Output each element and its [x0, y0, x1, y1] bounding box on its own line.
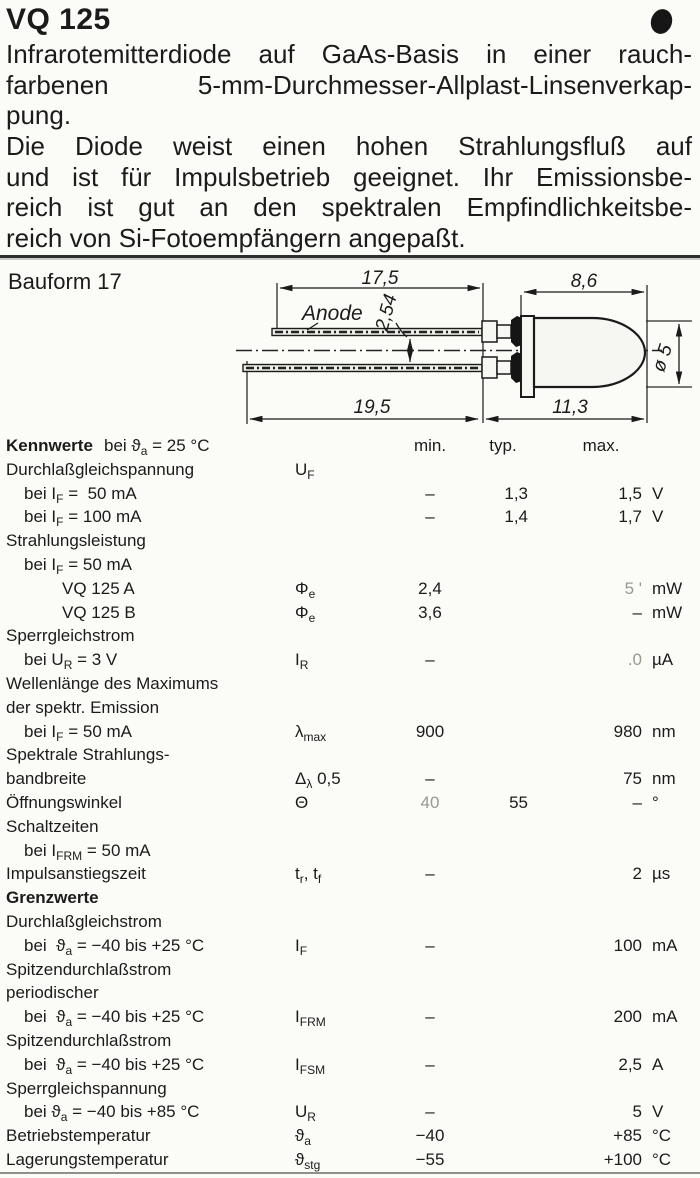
text-run: bei ϑ	[24, 1007, 66, 1027]
table-row	[0, 648, 700, 672]
subscript: FRM	[56, 848, 83, 863]
cell-min: –	[425, 483, 435, 503]
cell-unit: °	[652, 792, 659, 812]
row-label	[62, 577, 135, 601]
row-label	[6, 862, 146, 886]
cell-max: –	[632, 792, 642, 812]
cell-max: 1,7	[618, 507, 642, 527]
table-row	[0, 934, 700, 958]
text-run: Öffnungswinkel	[6, 792, 122, 812]
text-run: Strahlungsleistung	[6, 531, 146, 551]
row-label	[6, 815, 99, 839]
text-run: U	[295, 1102, 308, 1122]
text-run: = 50 mA	[82, 840, 151, 860]
dim-pitch-label: 2,54	[371, 291, 402, 334]
row-label	[6, 1148, 169, 1172]
subscript: FRM	[299, 1015, 326, 1030]
row-label	[6, 981, 99, 1005]
cell-max: +85	[613, 1126, 642, 1146]
row-label	[6, 529, 146, 553]
table-row	[0, 767, 700, 791]
registration-dot-icon	[648, 6, 676, 36]
text-run: = −40 bis +25 °C	[72, 935, 205, 955]
cell-min: –	[425, 507, 435, 527]
cell-unit: V	[652, 483, 664, 503]
cell-min: –	[425, 1007, 435, 1027]
cell-unit: nm	[652, 769, 676, 789]
page-title: VQ 125	[6, 3, 111, 36]
row-label	[6, 791, 122, 815]
subscript: R	[307, 1110, 316, 1125]
cell-typ: 1,4	[504, 507, 528, 527]
section-heading	[6, 886, 99, 910]
table-row	[0, 839, 700, 863]
text-run: bei ϑ	[24, 1102, 61, 1122]
text-run: Sperrgleichstrom	[6, 626, 135, 646]
subscript: max	[303, 729, 327, 744]
cell-unit: mA	[652, 935, 678, 955]
text-run: Betriebstemperatur	[6, 1126, 151, 1146]
cell-min: 2,4	[418, 578, 442, 598]
text-run: periodischer	[6, 983, 99, 1003]
text-run: = 50 mA	[63, 554, 132, 574]
row-label	[62, 601, 136, 625]
cell-min: –	[425, 1054, 435, 1074]
cell-unit: °C	[652, 1126, 672, 1146]
cell-max: –	[632, 602, 642, 622]
table-row	[0, 624, 700, 648]
cell-max: 5	[632, 1102, 642, 1122]
table-row	[0, 482, 700, 506]
text-run: = −40 bis +25 °C	[72, 1054, 205, 1074]
table-row	[0, 720, 700, 744]
table-row	[0, 910, 700, 934]
subscript: a	[65, 1015, 73, 1030]
table-row	[0, 815, 700, 839]
text-run: U	[295, 459, 308, 479]
row-label	[6, 958, 171, 982]
table-row	[0, 743, 700, 767]
cell-min: –	[425, 650, 435, 670]
dim-top-lead-label: 17,5	[361, 268, 399, 289]
text-run: bei ϑ	[104, 436, 141, 455]
cell-min: –	[425, 935, 435, 955]
subscript: f	[317, 872, 322, 887]
table-row	[0, 1029, 700, 1053]
text-run: Impulsanstiegszeit	[6, 864, 146, 884]
text-run: = 3 V	[72, 650, 118, 670]
text-run: I	[295, 1007, 300, 1027]
text-run: Sperrgleichspannung	[6, 1078, 167, 1098]
cell-min: 40	[420, 792, 440, 812]
row-label	[6, 458, 194, 482]
cell-max: 2	[632, 864, 642, 884]
text-run: Spitzendurchlaßstrom	[6, 1030, 172, 1050]
section-title: Kennwerte	[6, 436, 93, 455]
dim-bottom-lead-label: 19,5	[353, 397, 391, 418]
table-row	[0, 1077, 700, 1101]
cell-max: +100	[603, 1149, 642, 1169]
table-row	[0, 1053, 700, 1077]
cell-max: 980	[613, 721, 642, 741]
description-line: reich von Si-Fotoempfängern angepaßt.	[6, 222, 466, 253]
text-run: 0,5	[312, 769, 341, 789]
text-run: Φ	[295, 602, 309, 622]
row-label	[6, 672, 218, 696]
text-run: ϑ	[295, 1149, 305, 1169]
text-run: I	[295, 1054, 300, 1074]
text-run: = 50 mA	[63, 483, 137, 503]
subscript: F	[56, 562, 64, 577]
table-row	[0, 958, 700, 982]
text-run: Schaltzeiten	[6, 816, 99, 836]
table-row	[0, 577, 700, 601]
subscript: F	[56, 515, 64, 530]
cell-typ: 55	[509, 792, 528, 812]
cell-unit: V	[652, 507, 664, 527]
cell-max: 5 '	[624, 578, 642, 598]
text-run: = −40 bis +85 °C	[67, 1102, 200, 1122]
text-run: VQ 125 B	[62, 602, 136, 622]
anode-label: Anode	[302, 302, 363, 325]
row-label	[6, 767, 86, 791]
row-label	[6, 743, 169, 767]
cell-min: −55	[415, 1149, 445, 1169]
subscript: a	[65, 943, 73, 958]
cell-unit: mW	[652, 602, 683, 622]
subscript: R	[299, 658, 309, 673]
characteristics-table	[0, 434, 700, 1172]
intro-line: Infrarotemitterdiode auf GaAs-Basis in einer rauch-	[6, 39, 692, 69]
table-row	[0, 886, 700, 910]
text-run: = 100 mA	[63, 507, 142, 527]
dim-lens-label: 8,6	[570, 271, 598, 292]
text-run: Θ	[295, 792, 309, 812]
text-run: Durchlaßgleichspannung	[6, 459, 195, 479]
cell-min: –	[425, 1102, 435, 1122]
lens-body	[534, 318, 645, 387]
text-run: t	[295, 864, 300, 884]
cell-min: 3,6	[418, 602, 442, 622]
table-row	[0, 981, 700, 1005]
text-run: bei I	[24, 840, 57, 860]
table-row	[0, 1124, 700, 1148]
flange	[521, 316, 534, 397]
text-run: der spektr. Emission	[6, 697, 160, 717]
text-run: , t	[303, 864, 318, 884]
text-run: Spitzendurchlaßstrom	[6, 959, 172, 979]
text-run: λ	[295, 721, 304, 741]
text-run: ϑ	[295, 1126, 305, 1146]
cell-unit: A	[652, 1054, 664, 1074]
dim-body-label: 11,3	[552, 397, 588, 418]
description-line: reich ist gut an den spektralen Empfindlichkeitsbe-	[6, 192, 692, 223]
table-row	[0, 1148, 700, 1172]
text-run: I	[295, 935, 300, 955]
description-line: Die Diode weist einen hohen Strahlungsfluß auf	[6, 131, 692, 161]
text-run: Lagerungstemperatur	[6, 1149, 169, 1169]
subscript: e	[308, 610, 316, 625]
cell-unit: V	[652, 1102, 664, 1122]
text-run: bei I	[24, 483, 57, 503]
cell-min: –	[425, 769, 435, 789]
text-run: Grenzwerte	[6, 888, 99, 908]
table-row	[0, 1005, 700, 1029]
text-run: = 25 °C	[147, 436, 210, 455]
text-run: Δ	[295, 769, 307, 789]
table-row	[0, 791, 700, 815]
subscript: F	[56, 729, 64, 744]
lead-posts	[482, 321, 511, 378]
intro-line: farbenen 5-mm-Durchmesser-Allplast-Linsenverkap-	[6, 69, 692, 100]
cell-typ: 1,3	[504, 483, 528, 503]
cell-min: –	[425, 864, 435, 884]
cathode-lead	[243, 365, 482, 372]
text-run: bandbreite	[6, 769, 87, 789]
row-label	[6, 910, 162, 934]
table-row	[0, 529, 700, 553]
text-run: Φ	[295, 578, 309, 598]
cell-unit: µA	[652, 650, 674, 670]
symbol	[295, 791, 308, 815]
table-row	[0, 601, 700, 625]
table-row	[0, 505, 700, 529]
cell-min: −40	[415, 1126, 445, 1146]
table-header-row	[0, 434, 700, 458]
table-row	[0, 862, 700, 886]
subscript: FSM	[299, 1062, 326, 1077]
cell-unit: mW	[652, 578, 683, 598]
subscript: r	[299, 872, 304, 887]
description-line: und ist für Impulsbetrieb geeignet. Ihr Emissionsbe-	[6, 161, 692, 192]
subscript: F	[299, 943, 308, 958]
cell-max: .0	[627, 650, 642, 670]
row-label	[6, 1029, 171, 1053]
intro-paragraph	[6, 39, 692, 131]
text-run: bei ϑ	[24, 935, 66, 955]
subscript: a	[65, 1062, 73, 1077]
cell-max: 75	[623, 769, 642, 789]
text-run: Spektrale Strahlungs-	[6, 745, 170, 765]
subscript: λ	[306, 777, 313, 792]
cell-unit: mA	[652, 1007, 678, 1027]
cell-unit: µs	[652, 864, 671, 884]
page-bottom-edge	[0, 1172, 700, 1174]
row-label	[6, 1077, 167, 1101]
subscript: F	[307, 467, 315, 482]
table-row	[0, 1100, 700, 1124]
subscript: a	[140, 444, 148, 458]
text-run: bei ϑ	[24, 1054, 66, 1074]
dim-diameter-label: ø 5	[648, 342, 677, 375]
subscript: R	[63, 658, 73, 673]
text-run: = 50 mA	[63, 721, 132, 741]
text-run: bei I	[24, 507, 57, 527]
text-run: Wellenlänge des Maximums	[6, 673, 219, 693]
row-label	[6, 1124, 151, 1148]
table-row	[0, 672, 700, 696]
cell-unit: °C	[652, 1149, 672, 1169]
text-run: VQ 125 A	[62, 578, 135, 598]
subscript: e	[308, 586, 316, 601]
cell-max: 200	[613, 1007, 642, 1027]
column-header-typ: typ.	[489, 436, 517, 455]
cell-max: 1,5	[618, 483, 642, 503]
subscript: a	[304, 1134, 311, 1149]
table-row	[0, 553, 700, 577]
drawing-title: Bauform 17	[8, 269, 122, 294]
column-header-max: max.	[582, 436, 620, 455]
text-run: bei U	[24, 650, 64, 670]
cell-min: 900	[415, 721, 445, 741]
outline-drawing	[0, 257, 700, 433]
description-paragraph	[6, 131, 692, 253]
subscript: F	[56, 491, 64, 506]
text-run: = −40 bis +25 °C	[72, 1007, 205, 1027]
table-row	[0, 696, 700, 720]
text-run: I	[295, 650, 300, 670]
table-row	[0, 458, 700, 482]
row-label	[6, 624, 135, 648]
subscript: a	[60, 1110, 68, 1125]
column-header-min: min.	[413, 436, 447, 455]
text-run: Durchlaßgleichstrom	[6, 911, 162, 931]
row-label	[6, 696, 159, 720]
subscript: stg	[304, 1157, 321, 1172]
text-run: bei I	[24, 554, 57, 574]
cell-max: 2,5	[618, 1054, 642, 1074]
text-run: bei I	[24, 721, 57, 741]
cell-max: 100	[613, 935, 642, 955]
cell-unit: nm	[652, 721, 676, 741]
intro-line: pung.	[6, 100, 72, 131]
